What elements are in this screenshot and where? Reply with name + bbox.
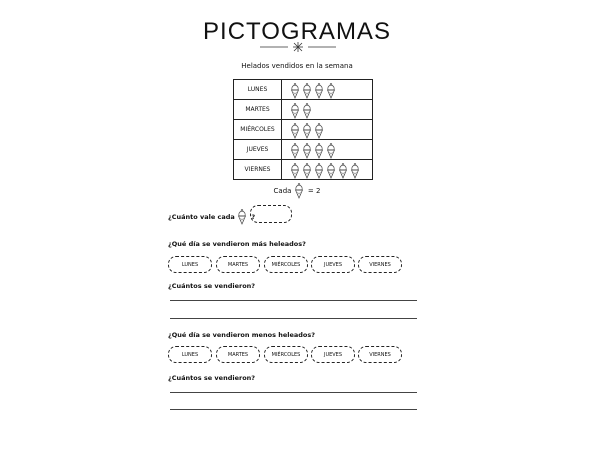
ice-cream-icon xyxy=(314,123,324,139)
day-label: LUNES xyxy=(234,80,282,100)
table-row xyxy=(234,140,373,160)
icon-cell xyxy=(282,120,373,140)
chart-subtitle: Helados vendidos en la semana xyxy=(241,62,353,70)
icon-cell xyxy=(282,100,373,120)
ice-cream-icon xyxy=(302,83,312,99)
decorative-divider-icon xyxy=(258,41,338,53)
ice-cream-icon xyxy=(326,163,336,179)
icon-cell xyxy=(282,140,373,160)
option-4[interactable]: VIERNES xyxy=(358,346,402,363)
ice-cream-icon xyxy=(326,143,336,159)
question-1-suffix: ? xyxy=(251,213,256,221)
option-0[interactable]: LUNES xyxy=(168,256,212,273)
ice-cream-icon xyxy=(314,143,324,159)
ice-cream-icon xyxy=(302,103,312,119)
option-4[interactable]: VIERNES xyxy=(358,256,402,273)
legend xyxy=(0,183,594,199)
table-row xyxy=(234,160,373,180)
question-5: ¿Cuántos se vendieron? xyxy=(168,374,256,382)
day-label: MIÉRCOLES xyxy=(234,120,282,140)
ice-cream-icon xyxy=(338,163,348,179)
day-label: JUEVES xyxy=(234,140,282,160)
ice-cream-icon xyxy=(290,83,300,99)
day-label: MARTES xyxy=(234,100,282,120)
icon-cell xyxy=(282,160,373,180)
ice-cream-icon xyxy=(314,83,324,99)
ice-cream-icon xyxy=(290,143,300,159)
table-row xyxy=(234,120,373,140)
ice-cream-icon xyxy=(290,103,300,119)
ice-cream-icon xyxy=(326,83,336,99)
legend-suffix: = 2 xyxy=(307,187,321,195)
option-1[interactable]: MARTES xyxy=(216,256,260,273)
option-2[interactable]: MIÉRCOLES xyxy=(264,256,308,273)
ice-cream-icon xyxy=(314,163,324,179)
ice-cream-icon xyxy=(350,163,360,179)
page-title: PICTOGRAMAS xyxy=(203,18,391,45)
answer-line[interactable] xyxy=(170,409,417,410)
ice-cream-icon xyxy=(302,123,312,139)
answer-line[interactable] xyxy=(170,300,417,301)
ice-cream-icon xyxy=(237,209,247,225)
option-1[interactable]: MARTES xyxy=(216,346,260,363)
option-0[interactable]: LUNES xyxy=(168,346,212,363)
ice-cream-icon xyxy=(302,143,312,159)
question-1 xyxy=(168,209,255,225)
question-1-text: ¿Cuánto vale cada xyxy=(168,213,235,221)
option-2[interactable]: MIÉRCOLES xyxy=(264,346,308,363)
question-4: ¿Qué día se vendieron menos heleados? xyxy=(168,331,316,339)
table-row xyxy=(234,100,373,120)
ice-cream-icon xyxy=(302,163,312,179)
icon-cell xyxy=(282,80,373,100)
ice-cream-icon xyxy=(290,123,300,139)
answer-line[interactable] xyxy=(170,392,417,393)
ice-cream-icon xyxy=(294,183,304,199)
pictogram-table xyxy=(233,79,373,180)
question-2: ¿Qué día se vendieron más heleados? xyxy=(168,240,306,248)
question-3: ¿Cuántos se vendieron? xyxy=(168,282,256,290)
day-label: VIERNES xyxy=(234,160,282,180)
answer-line[interactable] xyxy=(170,318,417,319)
option-3[interactable]: JUEVES xyxy=(311,256,355,273)
option-3[interactable]: JUEVES xyxy=(311,346,355,363)
answer-box[interactable] xyxy=(250,205,292,223)
table-row xyxy=(234,80,373,100)
ice-cream-icon xyxy=(290,163,300,179)
legend-prefix: Cada xyxy=(273,187,292,195)
